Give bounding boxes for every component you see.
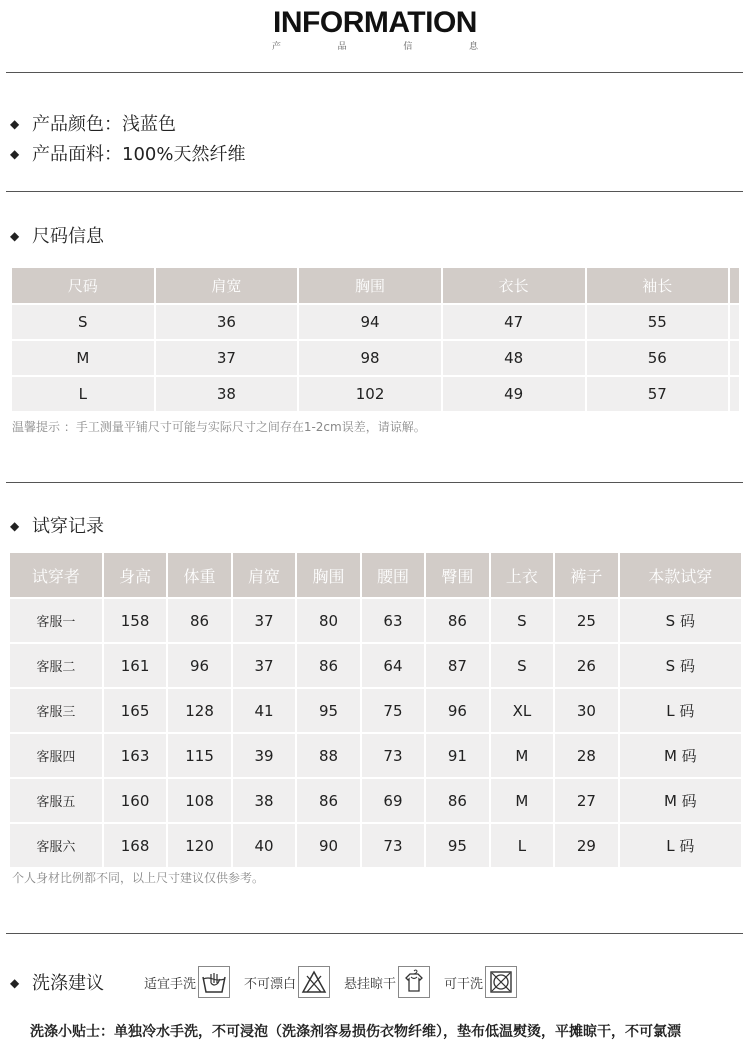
size-header-cell — [730, 268, 739, 303]
table-cell: 128 — [168, 689, 230, 732]
fit-header-cell: 身高 — [104, 553, 166, 597]
table-cell: 57 — [587, 377, 729, 411]
table-cell: 86 — [297, 779, 359, 822]
table-cell: 98 — [299, 341, 441, 375]
table-cell: 客服二 — [10, 644, 102, 687]
table-cell: 26 — [555, 644, 617, 687]
table-cell: 95 — [426, 824, 488, 867]
table-cell: M — [12, 341, 154, 375]
table-cell: 56 — [587, 341, 729, 375]
fit-table — [8, 551, 743, 869]
diamond-bullet-icon: ◆ — [10, 117, 20, 131]
table-cell: 90 — [297, 824, 359, 867]
size-header-cell: 胸围 — [299, 268, 441, 303]
table-cell: S 码 — [620, 644, 741, 687]
fit-header-cell: 试穿者 — [10, 553, 102, 597]
table-cell: M 码 — [620, 734, 741, 777]
table-cell: 96 — [168, 644, 230, 687]
product-fabric-value: 100%天然纤维 — [122, 144, 246, 165]
subtitle-char: 产 — [272, 42, 282, 52]
table-cell — [730, 377, 739, 411]
table-cell: 38 — [233, 779, 295, 822]
wash-tips: 洗涤小贴士：单独冷水手洗，不可浸泡（洗涤剂容易损伤衣物纤维），垫布低温熨烫，平摊晾干，不可氯漂 — [30, 1024, 681, 1040]
table-cell: 86 — [426, 599, 488, 642]
table-cell: S — [491, 599, 553, 642]
table-cell: M — [491, 779, 553, 822]
table-cell: 160 — [104, 779, 166, 822]
table-cell: 37 — [156, 341, 298, 375]
table-cell: 86 — [297, 644, 359, 687]
hang-dry-icon — [398, 966, 430, 998]
table-cell: 120 — [168, 824, 230, 867]
product-color-value: 浅蓝色 — [122, 114, 176, 135]
fit-heading-text: 试穿记录 — [32, 516, 104, 537]
page-title: INFORMATION — [273, 6, 477, 39]
table-cell: S — [491, 644, 553, 687]
table-cell: 95 — [297, 689, 359, 732]
size-header-cell: 尺码 — [12, 268, 154, 303]
product-fabric-label: 产品面料： — [32, 144, 122, 165]
table-cell: 客服六 — [10, 824, 102, 867]
subtitle-char: 息 — [468, 42, 478, 52]
diamond-bullet-icon: ◆ — [10, 147, 20, 161]
table-cell: 63 — [362, 599, 424, 642]
table-cell: 163 — [104, 734, 166, 777]
table-cell: 客服三 — [10, 689, 102, 732]
table-cell — [730, 305, 739, 339]
table-row — [10, 779, 741, 822]
fit-header-cell: 腰围 — [362, 553, 424, 597]
fit-header-cell: 上衣 — [491, 553, 553, 597]
table-cell: 64 — [362, 644, 424, 687]
table-cell: 29 — [555, 824, 617, 867]
fit-header-cell: 肩宽 — [233, 553, 295, 597]
table-row — [10, 644, 741, 687]
table-row — [10, 689, 741, 732]
wash-section — [10, 964, 517, 1000]
size-heading-text: 尺码信息 — [32, 226, 104, 247]
table-cell: 39 — [233, 734, 295, 777]
wash-label: 不可漂白 — [244, 976, 297, 992]
table-cell: 38 — [156, 377, 298, 411]
product-color-line — [10, 110, 176, 136]
table-cell: L 码 — [620, 824, 741, 867]
table-cell: 40 — [233, 824, 295, 867]
table-cell: 91 — [426, 734, 488, 777]
diamond-bullet-icon: ◆ — [10, 229, 20, 243]
fit-note: 个人身材比例都不同，以上尺寸建议仅供参考。 — [12, 871, 265, 885]
table-row — [12, 377, 739, 411]
wash-heading — [10, 969, 104, 995]
table-cell — [730, 341, 739, 375]
size-header-cell: 袖长 — [587, 268, 729, 303]
diamond-bullet-icon: ◆ — [10, 519, 20, 533]
fit-header-cell: 本款试穿 — [620, 553, 741, 597]
table-cell: 86 — [426, 779, 488, 822]
product-color-label: 产品颜色： — [32, 114, 122, 135]
no-bleach-icon — [298, 966, 330, 998]
divider — [6, 191, 743, 192]
table-cell: 75 — [362, 689, 424, 732]
fit-header-cell: 裤子 — [555, 553, 617, 597]
table-cell: 73 — [362, 734, 424, 777]
table-row — [10, 599, 741, 642]
table-cell: 36 — [156, 305, 298, 339]
subtitle-char: 信 — [403, 42, 413, 52]
table-cell: 158 — [104, 599, 166, 642]
diamond-bullet-icon: ◆ — [10, 976, 20, 990]
table-cell: 49 — [443, 377, 585, 411]
table-cell: 客服一 — [10, 599, 102, 642]
table-cell: 96 — [426, 689, 488, 732]
table-cell: 80 — [297, 599, 359, 642]
fit-header-cell: 体重 — [168, 553, 230, 597]
table-cell: 37 — [233, 599, 295, 642]
table-cell: 25 — [555, 599, 617, 642]
divider — [6, 482, 743, 483]
table-cell: 168 — [104, 824, 166, 867]
table-cell: 165 — [104, 689, 166, 732]
table-cell: M — [491, 734, 553, 777]
table-cell: 55 — [587, 305, 729, 339]
table-row — [10, 734, 741, 777]
wash-label: 适宜手洗 — [144, 976, 197, 992]
table-cell: S — [12, 305, 154, 339]
size-note: 温馨提示 ：手工测量平铺尺寸可能与实际尺寸之间存在1-2cm误差，请谅解。 — [12, 420, 426, 434]
table-cell: 41 — [233, 689, 295, 732]
table-cell: S 码 — [620, 599, 741, 642]
table-row — [12, 305, 739, 339]
table-cell: 161 — [104, 644, 166, 687]
table-cell: 88 — [297, 734, 359, 777]
table-cell: L — [491, 824, 553, 867]
size-section-heading — [10, 222, 104, 248]
dry-clean-icon — [485, 966, 517, 998]
fit-header-cell: 胸围 — [297, 553, 359, 597]
table-cell: M 码 — [620, 779, 741, 822]
wash-label: 悬挂晾干 — [344, 976, 397, 992]
table-cell: 102 — [299, 377, 441, 411]
table-row — [10, 824, 741, 867]
table-cell: 94 — [299, 305, 441, 339]
table-cell: 30 — [555, 689, 617, 732]
table-cell: 28 — [555, 734, 617, 777]
size-table — [10, 266, 741, 413]
size-header-cell: 衣长 — [443, 268, 585, 303]
table-cell: XL — [491, 689, 553, 732]
table-cell: 客服四 — [10, 734, 102, 777]
size-header-cell: 肩宽 — [156, 268, 298, 303]
product-fabric-line — [10, 140, 245, 166]
divider — [6, 933, 743, 934]
subtitle-char: 品 — [337, 42, 347, 52]
page-subtitle — [272, 39, 478, 52]
hand-wash-icon — [198, 966, 230, 998]
fit-header-cell: 臀围 — [426, 553, 488, 597]
table-cell: 客服五 — [10, 779, 102, 822]
table-cell: 73 — [362, 824, 424, 867]
table-row — [12, 341, 739, 375]
wash-label: 可干洗 — [444, 976, 484, 992]
table-cell: 86 — [168, 599, 230, 642]
table-cell: 108 — [168, 779, 230, 822]
table-cell: 37 — [233, 644, 295, 687]
divider — [6, 72, 743, 73]
wash-heading-text: 洗涤建议 — [32, 973, 104, 994]
table-cell: 47 — [443, 305, 585, 339]
table-cell: 69 — [362, 779, 424, 822]
table-cell: 87 — [426, 644, 488, 687]
table-cell: 27 — [555, 779, 617, 822]
table-cell: L 码 — [620, 689, 741, 732]
table-cell: 115 — [168, 734, 230, 777]
fit-section-heading — [10, 512, 104, 538]
table-cell: 48 — [443, 341, 585, 375]
table-cell: L — [12, 377, 154, 411]
